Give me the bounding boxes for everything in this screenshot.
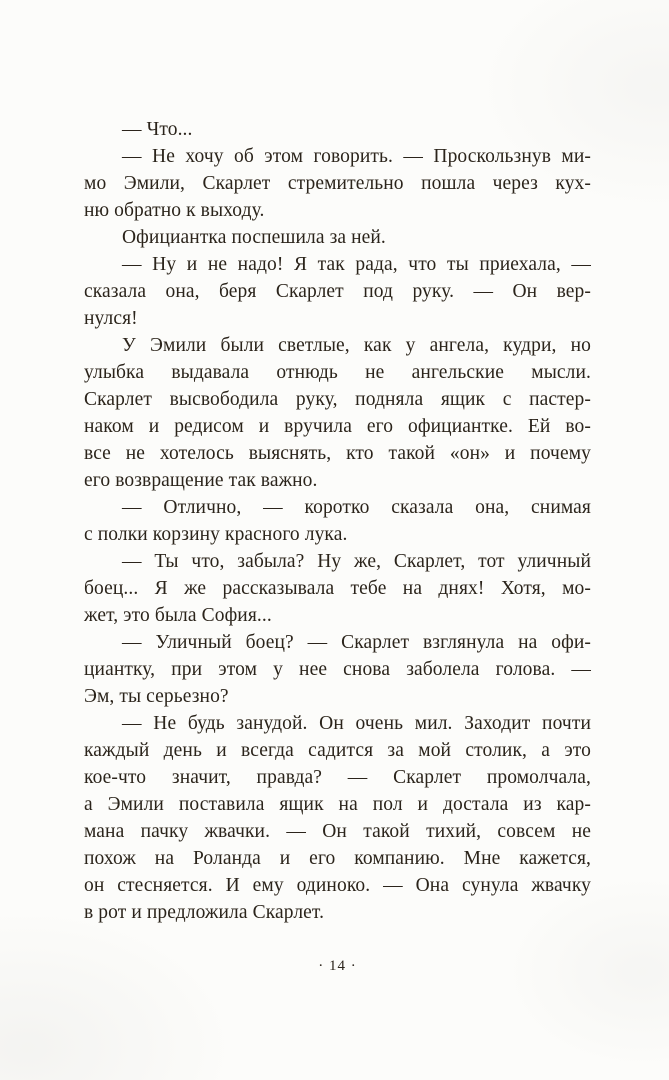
paragraph bbox=[84, 710, 591, 926]
text-line: наком и редисом и вручила его официантке. Ей во- bbox=[84, 416, 591, 437]
paragraph bbox=[84, 251, 591, 332]
text-line: — Что... bbox=[122, 119, 193, 140]
text-line: У Эмили были светлые, как у ангела, кудри, но bbox=[122, 335, 591, 356]
paragraph bbox=[84, 224, 591, 251]
page-number: · 14 · bbox=[318, 958, 357, 974]
text-line: улыбка выдавала отнюдь не ангельские мысли. bbox=[84, 362, 591, 383]
text-line: — Отлично, — коротко сказала она, снимая bbox=[122, 497, 591, 518]
text-line: боец... Я же рассказывала тебе на днях! Хотя, мо- bbox=[84, 578, 591, 599]
paragraph bbox=[84, 116, 591, 143]
text-line: мо Эмили, Скарлет стремительно пошла через кух- bbox=[84, 173, 591, 194]
text-line: кое-что значит, правда? — Скарлет промолчала, bbox=[84, 767, 591, 788]
paragraph bbox=[84, 629, 591, 710]
text-line: мана пачку жвачки. — Он такой тихий, совсем не bbox=[84, 821, 591, 842]
text-line: сказала она, беря Скарлет под руку. — Он вер- bbox=[84, 281, 591, 302]
text-line: — Ну и не надо! Я так рада, что ты приехала, — bbox=[122, 254, 591, 275]
paragraph bbox=[84, 143, 591, 224]
text-line: — Не будь занудой. Он очень мил. Заходит почти bbox=[122, 713, 591, 734]
page-text bbox=[84, 116, 591, 926]
text-line: Эм, ты серьезно? bbox=[84, 686, 229, 707]
paragraph bbox=[84, 332, 591, 494]
text-line: каждый день и всегда садится за мой столик, а это bbox=[84, 740, 591, 761]
paragraph bbox=[84, 548, 591, 629]
text-line: циантку, при этом у нее снова заболела голова. — bbox=[84, 659, 591, 680]
text-line: похож на Роланда и его компанию. Мне кажется, bbox=[84, 848, 591, 869]
paragraph bbox=[84, 494, 591, 548]
text-line: жет, это была София... bbox=[84, 605, 272, 626]
text-line: Официантка поспешила за ней. bbox=[122, 227, 386, 248]
text-line: Скарлет высвободила руку, подняла ящик с пастер- bbox=[84, 389, 591, 410]
text-line: — Уличный боец? — Скарлет взглянула на офи- bbox=[122, 632, 591, 653]
text-line: в рот и предложила Скарлет. bbox=[84, 902, 325, 923]
text-line: — Ты что, забыла? Ну же, Скарлет, тот уличный bbox=[122, 551, 591, 572]
text-line: с полки корзину красного лука. bbox=[84, 524, 348, 545]
text-line: ню обратно к выходу. bbox=[84, 200, 265, 221]
text-line: он стесняется. И ему одиноко. — Она сунула жвачку bbox=[84, 875, 591, 896]
text-line: нулся! bbox=[84, 308, 138, 329]
text-line: все не хотелось выяснять, кто такой «он» и почему bbox=[84, 443, 591, 464]
text-line: — Не хочу об этом говорить. — Проскользнув ми- bbox=[122, 146, 591, 167]
text-line: его возвращение так важно. bbox=[84, 470, 318, 491]
text-line: а Эмили поставила ящик на пол и достала из кар- bbox=[84, 794, 591, 815]
